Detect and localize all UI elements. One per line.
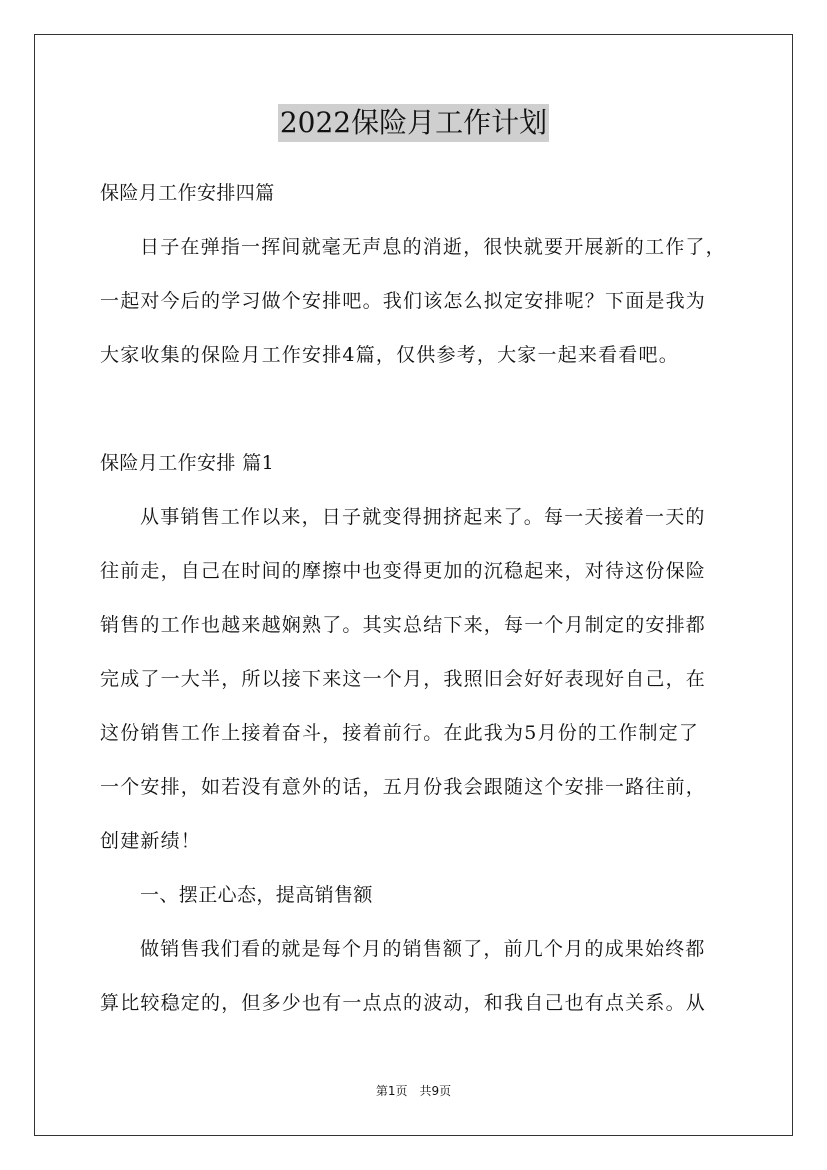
section-heading: 保险月工作安排 篇1	[100, 452, 275, 474]
paragraph-line: 做销售我们看的就是每个月的销售额了，前几个月的成果始终都	[140, 938, 706, 960]
item-heading: 一、摆正心态，提高销售额	[140, 884, 373, 906]
paragraph-line: 从事销售工作以来，日子就变得拥挤起来了。每一天接着一天的	[140, 506, 706, 528]
page-number: 第1页 共9页	[375, 1084, 452, 1098]
paragraph-line: 算比较稳定的，但多少也有一点点的波动，和我自己也有点关系。从	[100, 992, 707, 1014]
intro-line: 日子在弹指一挥间就毫无声息的消逝，很快就要开展新的工作了，	[140, 236, 726, 258]
page-footer	[0, 1082, 827, 1099]
title-container	[0, 104, 827, 142]
intro-line: 一起对今后的学习做个安排吧。我们该怎么拟定安排呢？下面是我为	[100, 290, 707, 312]
paragraph-line: 往前走，自己在时间的摩擦中也变得更加的沉稳起来，对待这份保险	[100, 560, 707, 582]
document-subtitle: 保险月工作安排四篇	[100, 182, 275, 204]
paragraph-line: 一个安排，如若没有意外的话，五月份我会跟随这个安排一路往前，	[100, 776, 707, 798]
document-title: 2022保险月工作计划	[278, 104, 549, 142]
blank-line	[100, 382, 728, 436]
paragraph-line: 销售的工作也越来越娴熟了。其实总结下来，每一个月制定的安排都	[100, 614, 707, 636]
intro-line: 大家收集的保险月工作安排4篇，仅供参考，大家一起来看看吧。	[100, 344, 679, 366]
paragraph-line: 这份销售工作上接着奋斗，接着前行。在此我为5月份的工作制定了	[100, 722, 700, 744]
paragraph-line: 创建新绩！	[100, 830, 202, 852]
document-body	[100, 166, 728, 1030]
paragraph-line: 完成了一大半，所以接下来这一个月，我照旧会好好表现好自己，在	[100, 668, 707, 690]
